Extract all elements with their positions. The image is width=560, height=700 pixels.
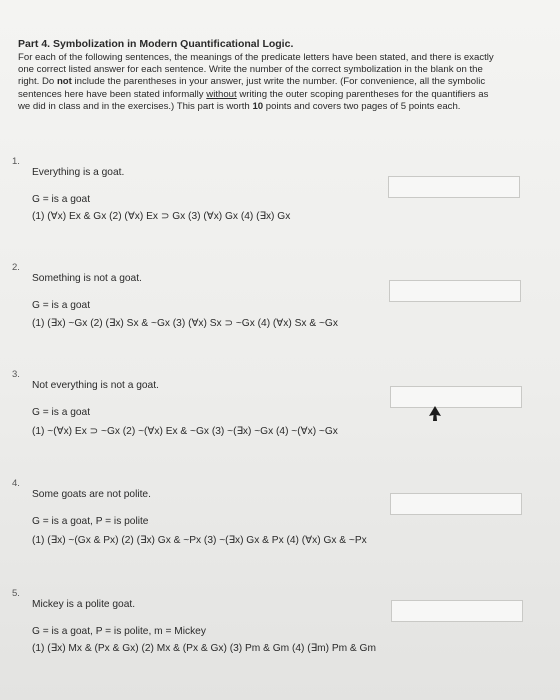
answer-input-3[interactable] — [390, 386, 522, 408]
answer-input-1[interactable] — [388, 176, 520, 198]
question-sentence: Something is not a goat. — [32, 273, 142, 284]
predicate-definitions: G = is a goat, P = is polite — [32, 516, 149, 527]
answer-options: (1) (∃x) ~(Gx & Px) (2) (∃x) Gx & ~Px (3) ~(∃x) Gx & Px (4) (∀x) Gx & ~Px — [32, 535, 367, 546]
question-sentence: Some goats are not polite. — [32, 489, 151, 500]
mouse-pointer-icon — [428, 406, 442, 422]
answer-options: (1) (∃x) Mx & (Px & Gx) (2) Mx & (Px & Gx) (3) Pm & Gm (4) (∃m) Pm & Gm — [32, 643, 376, 654]
answer-options: (1) (∃x) ~Gx (2) (∃x) Sx & ~Gx (3) (∀x) Sx ⊃ ~Gx (4) (∀x) Sx & ~Gx — [32, 318, 338, 329]
question-number: 2. — [12, 262, 20, 273]
part-instructions — [18, 38, 548, 113]
answer-options: (1) ~(∀x) Ex ⊃ ~Gx (2) ~(∀x) Ex & ~Gx (3) ~(∃x) ~Gx (4) ~(∀x) ~Gx — [32, 426, 338, 437]
answer-input-5[interactable] — [391, 600, 523, 622]
question-sentence: Not everything is not a goat. — [32, 380, 159, 391]
instructions-text: For each of the following sentences, the meanings of the predicate letters have been stated, and there is exactly one correct listed answer for each sentence. Write the number of the correct symbolization in the blank on the right. Do not include the parentheses in your answer, just write the number. (For convenience, all the symbolic sentences here have been stated informally without writing the outer scoping parentheses for the quantifiers as we did in class and in the exercises.) This part is worth 10 points and covers two pages of 5 points each. — [18, 52, 494, 112]
part-title: Part 4. Symbolization in Modern Quantificational Logic. — [18, 38, 294, 50]
predicate-definitions: G = is a goat — [32, 407, 91, 418]
question-sentence: Everything is a goat. — [32, 167, 125, 178]
question-number: 3. — [12, 369, 20, 380]
predicate-definitions: G = is a goat — [32, 300, 91, 311]
answer-options: (1) (∀x) Ex & Gx (2) (∀x) Ex ⊃ Gx (3) (∀x) Gx (4) (∃x) Gx — [32, 211, 291, 222]
question-number: 1. — [12, 156, 20, 167]
predicate-definitions: G = is a goat — [32, 194, 91, 205]
answer-input-4[interactable] — [390, 493, 522, 515]
question-sentence: Mickey is a polite goat. — [32, 599, 136, 610]
question-number: 4. — [12, 478, 20, 489]
predicate-definitions: G = is a goat, P = is polite, m = Mickey — [32, 626, 206, 637]
answer-input-2[interactable] — [389, 280, 521, 302]
question-number: 5. — [12, 588, 20, 599]
